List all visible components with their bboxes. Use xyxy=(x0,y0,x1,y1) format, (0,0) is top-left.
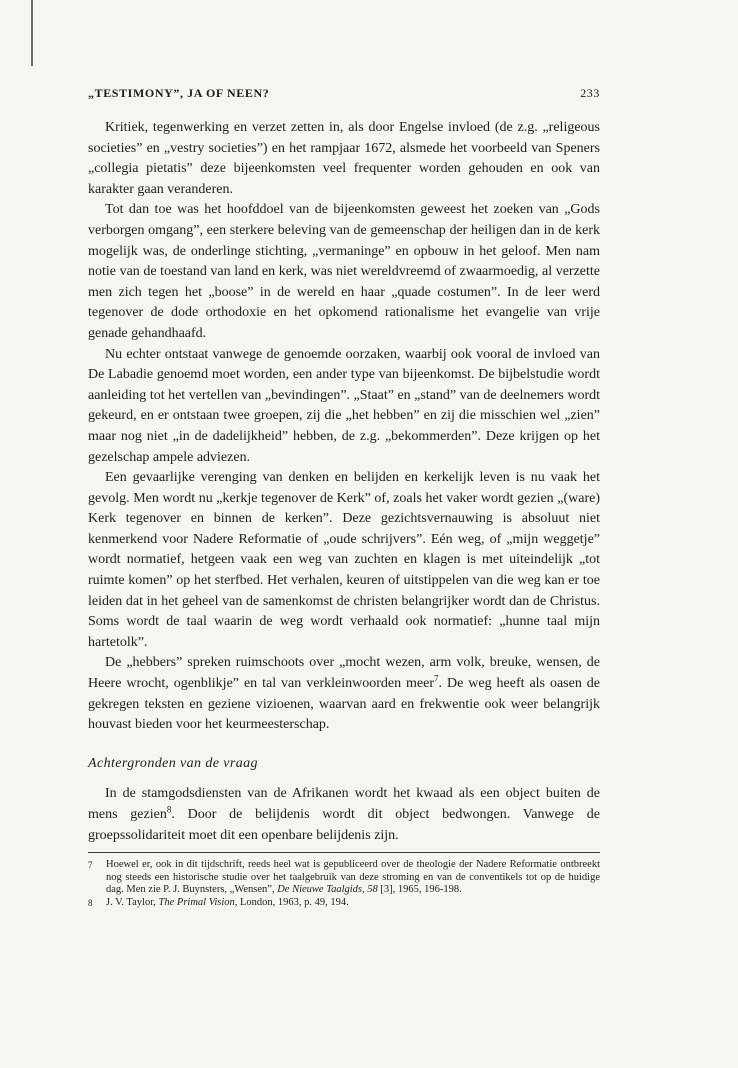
section-heading: Achtergronden van de vraag xyxy=(88,755,258,771)
paragraph-1: Kritiek, tegenwerking en verzet zetten in, als door Engelse invloed (de z.g. „religeous societies” en „vestry societies”) en het rampjaar 1672, alsmede het voorbeeld van Speners „collegia pietatis” deze bijeenkomsten veel frequenter worden gehouden en ook van karakter gaan veranderen. xyxy=(88,120,600,197)
footnote-ref-8: 8 xyxy=(166,804,172,815)
footnote-text-part: [3], 1965, 196-198. xyxy=(377,884,462,896)
running-head xyxy=(88,86,600,106)
paragraph-5 xyxy=(88,653,600,735)
footnotes xyxy=(88,859,600,909)
footnote-divider xyxy=(88,852,600,853)
footnote-text-part: J. V. Taylor, xyxy=(106,896,159,908)
footnote-mark: 7 xyxy=(88,860,93,871)
paragraph-2: Tot dan toe was het hoofddoel van de bijeenkomsten geweest het zoeken van „Gods verborgen omgang”, een sterkere beleving van de gemeenschap der heiligen dan in de kerk mogelijk was, de onderlinge stichting, „vermaninge” en opbouw in het geloof. Men nam notie van de toestand van land en kerk, was niet wereldvreemd of zwaarmoedig, al verzette men zich tegen het „boose” in de wereld en haar „quade costumen”. In de leer werd tegenover de dode orthodoxie en het opkomend rationalisme het evangelie van vrije genade gehandhaafd. xyxy=(88,202,600,341)
footnote-ref-7: 7 xyxy=(434,673,439,684)
footnote-mark: 8 xyxy=(88,897,93,908)
footnote-text-part: London, 1963, p. 49, 194. xyxy=(237,896,349,908)
scan-edge xyxy=(31,0,33,66)
paragraph-3: Nu echter ontstaat vanwege de genoemde oorzaken, waarbij ook vooral de invloed van De Labadie genoemd moet worden, een ander type van bijeenkomst. De bijbelstudie wordt aanleiding tot het vertellen van „bevindingen”. „Staat” en „stand” van de deelnemers wordt gekeurd, en er ontstaan twee groepen, zij die „het hebben” en zij die misschien wel „zien” maar nog niet „in de dadelijkheid” hebben, de z.g. „bekommerden”. Deze krijgen op het gezelschap ampele adviezen. xyxy=(88,346,600,465)
body-text xyxy=(88,118,600,846)
footnote-7 xyxy=(88,859,600,897)
footnote-journal-title: De Nieuwe Taalgids, 58 xyxy=(277,884,378,896)
paragraph-5-text-a: De „hebbers” spreken ruimschoots over „mocht wezen, arm volk, breuke, wensen, de Heere wrocht, ogenblikje” en tal van verkleinwoorden meer xyxy=(88,655,600,692)
footnote-text xyxy=(106,859,600,897)
footnote-8 xyxy=(88,897,600,910)
paragraph-6 xyxy=(88,784,600,846)
footnote-text xyxy=(106,897,600,910)
footnote-text-part: Hoewel er, ook in dit tijdschrift, reeds heel wat is gepubliceerd over de theologie der Nadere Reformatie ontbreekt nog steeds een historische studie over het taalgebruik van deze stroming en van de conventikels tot op de huidige dag. Men zie P. J. Buynsters, „Wensen”, xyxy=(106,859,600,896)
paragraph-5-text-b: . De weg heeft als oasen de gekregen teksten en geziene vizioenen, waarvan aard en frekwentie ook weer belangrijk houvast bieden voor het keurmeesterschap. xyxy=(88,676,600,733)
page-number: 233 xyxy=(580,86,600,100)
paragraph-4: Een gevaarlijke verenging van denken en belijden en kerkelijk leven is nu vaak het gevolg. Men wordt nu „kerkje tegenover de Kerk” of, zoals het vaker wordt gezien „(ware) Kerk tegenover en binnen de kerken”. Deze gezichtsvernauwing is absoluut niet kenmerkend voor Nadere Reformatie of „oude schrijvers”. Eén weg, of „mijn weggetje” wordt normatief, hetgeen vaak een weg van zuchten en klagen is met uiteindelijk „tot ruimte komen” op het sterfbed. Het verhalen, keuren of uitstippelen van die weg kan er toe leiden dat in het geheel van de samenkomst de christen belangrijker wordt dan de Christus. Soms wordt de taal waarin de weg wordt verhaald ook normatief: „hunne taal mijn hartetolk”. xyxy=(88,470,600,650)
footnote-book-title: The Primal Vision, xyxy=(158,896,238,908)
running-head-title: „TESTIMONY”, JA OF NEEN? xyxy=(88,86,270,100)
paragraph-6-text-b: . Door de belijdenis wordt dit object bedwongen. Vanwege de groepssolidariteit moet dit een openbare belijdenis zijn. xyxy=(88,807,600,843)
paragraph-6-text-a: In de stamgodsdiensten van de Afrikanen wordt het kwaad als een object buiten de mens gezien xyxy=(88,786,600,822)
book-page xyxy=(88,86,600,910)
